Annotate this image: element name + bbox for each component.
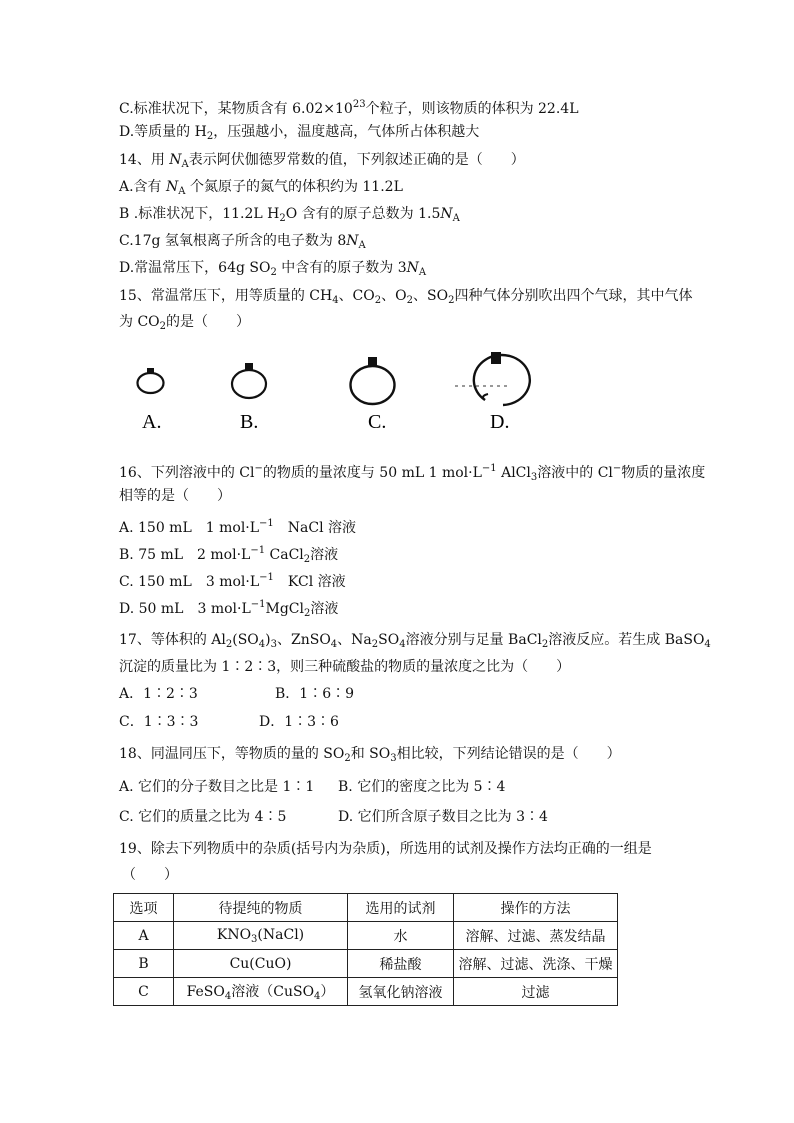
q17-stem-line2: 沉淀的质量比为 1∶2∶3，则三种硫酸盐的物质的量浓度之比为（ ） xyxy=(119,659,571,675)
row-reagent: 氢氧化钠溶液 xyxy=(348,978,454,1006)
q18-option-c: C. 它们的质量之比为 4∶5 xyxy=(119,809,287,825)
q16-option-d: D. 50 mL 3 $mol\cdot L^{-1}MgCl_2$溶液 xyxy=(119,599,339,619)
q18-option-b: B. 它们的密度之比为 5∶4 xyxy=(338,779,506,795)
balloon-c xyxy=(351,357,395,433)
header-option: 选项 xyxy=(114,894,174,922)
q16-stem-line1: 16、下列溶液中的 Cl−的物质的量浓度与 50 mL 1 $mol\cdot L^{-1}$ AlCl$_3$溶液中的 Cl−物质的量浓度 xyxy=(119,463,706,483)
q17-option-c: C．1∶3∶3 xyxy=(119,714,199,730)
q16-option-b: B. 75 mL 2 $mol\cdot L^{-1}$ CaCl$_2$溶液 xyxy=(119,545,339,565)
q15-stem-line1: 15、常温常压下，用等质量的 $CH_4$、$CO_2$、$O_2$、$SO_2$四种气体分别吹出四个气球，其中气体 xyxy=(119,288,693,306)
balloons-figure xyxy=(130,350,550,435)
row-method: 溶解、过滤、洗涤、干燥 xyxy=(454,950,618,978)
row-option: A xyxy=(114,922,174,950)
balloon-label-a: A. xyxy=(142,411,162,433)
q17-option-d: D．1∶3∶6 xyxy=(259,714,339,730)
balloon-label-b: B. xyxy=(240,411,259,433)
row-substance: Cu(CuO) xyxy=(174,950,348,978)
q19-stem-line2: （ ） xyxy=(122,867,178,883)
q14-option-b: B .标准状况下，11.2L $H_2O$ 含有的原子总数为 $1.5N_A$ xyxy=(119,206,460,224)
q18-stem: 18、同温同压下，等物质的量的 $SO_2$和 $SO_3$相比较，下列结论错误的是（ ） xyxy=(119,746,621,764)
q14-option-c: C.17g 氢氧根离子所含的电子数为 $8N_A$ xyxy=(119,233,366,251)
row-option: C xyxy=(114,978,174,1006)
header-method: 操作的方法 xyxy=(454,894,618,922)
balloon-d xyxy=(455,352,530,433)
table-row xyxy=(114,950,618,978)
q16-option-a: A. 150 mL 1 $mol\cdot L^{-1}$ NaCl 溶液 xyxy=(119,518,357,536)
q14-option-a: A.含有 $N_A$ 个氮原子的氮气的体积约为 11.2L xyxy=(119,179,403,197)
row-reagent: 水 xyxy=(348,922,454,950)
q17-option-a: A．1∶2∶3 xyxy=(119,686,198,702)
row-option: B xyxy=(114,950,174,978)
q17-option-b: B．1∶6∶9 xyxy=(275,686,355,702)
q13-option-d: D.等质量的 $H_2$，压强越小，温度越高，气体所占体积越大 xyxy=(119,124,480,142)
q19-table xyxy=(113,893,618,1006)
q16-option-c: C. 150 mL 3 $mol\cdot L^{-1}$ KCl 溶液 xyxy=(119,572,346,590)
q13-option-c: C.标准状况下，某物质含有 $6.02\times 10^{23}$个粒子，则该物质的体积为 22.4L xyxy=(119,99,579,117)
q15-stem-line2: 为 $CO_2$的是（ ） xyxy=(119,314,251,332)
row-method: 溶解、过滤、蒸发结晶 xyxy=(454,922,618,950)
table-row xyxy=(114,922,618,950)
balloon-a xyxy=(138,368,164,433)
balloon-label-d: D. xyxy=(490,411,510,433)
header-reagent: 选用的试剂 xyxy=(348,894,454,922)
table-header-row xyxy=(114,894,618,922)
header-substance: 待提纯的物质 xyxy=(174,894,348,922)
q19-stem-line1: 19、除去下列物质中的杂质(括号内为杂质)，所选用的试剂及操作方法均正确的一组是 xyxy=(119,841,652,857)
q14-stem: 14、用 $N_A$表示阿伏伽德罗常数的值，下列叙述正确的是（ ） xyxy=(119,152,525,170)
table-row xyxy=(114,978,618,1006)
row-reagent: 稀盐酸 xyxy=(348,950,454,978)
balloon-label-c: C. xyxy=(368,411,387,433)
q14-option-d: D.常温常压下，64g $SO_2$ 中含有的原子数为 $3N_A$ xyxy=(119,260,427,278)
q18-option-d: D. 它们所含原子数目之比为 3∶4 xyxy=(338,809,548,825)
balloon-b xyxy=(232,363,266,433)
q18-option-a: A. 它们的分子数目之比是 1∶1 xyxy=(119,779,315,795)
q16-stem-line2: 相等的是（ ） xyxy=(119,488,231,504)
row-substance: FeSO$_4$溶液（CuSO$_4$） xyxy=(174,978,348,1006)
row-method: 过滤 xyxy=(454,978,618,1006)
q17-stem-line1: 17、等体积的 $Al_2(SO_4)_3$、ZnSO$_4$、$Na_2SO_4$溶液分别与足量 BaCl$_2$溶液反应。若生成 BaSO$_4$ xyxy=(119,632,711,650)
row-substance: $KNO_3(NaCl)$ xyxy=(174,922,348,950)
